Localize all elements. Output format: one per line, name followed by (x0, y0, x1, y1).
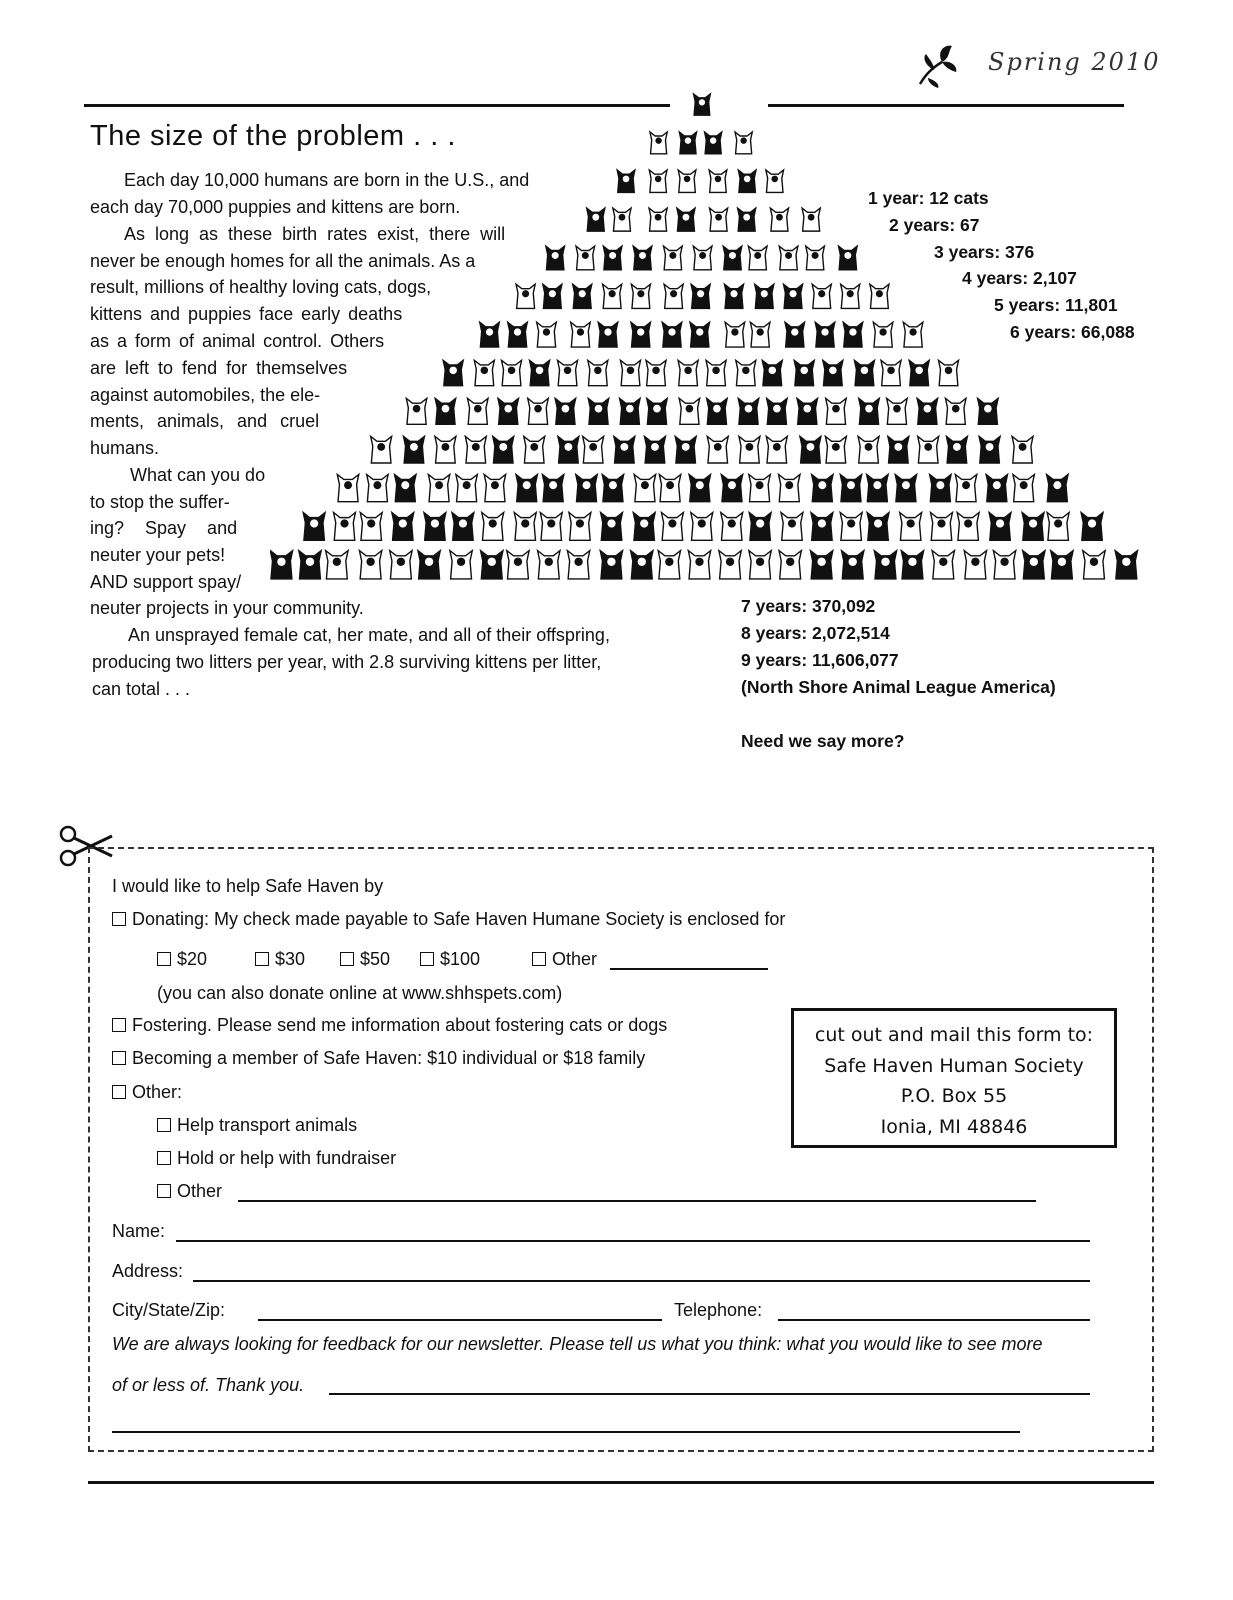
cat-figure (867, 513, 889, 541)
cat-figure (748, 246, 767, 270)
member-option[interactable] (112, 1048, 645, 1069)
cat-figure (812, 284, 831, 308)
phone-label: Telephone: (674, 1300, 763, 1320)
cat-figure (1083, 551, 1105, 579)
cat-figure (675, 436, 696, 463)
cat-figure (888, 436, 909, 463)
cat-figure (371, 436, 392, 463)
article-line: are left to fend for themselves (90, 358, 348, 378)
cat-figure (840, 513, 862, 541)
cat-figure (811, 513, 833, 541)
cat-figure (474, 360, 494, 385)
cat-figure (779, 246, 798, 270)
cat-figure (664, 284, 683, 308)
cat-figure (538, 551, 560, 579)
cat-figure (493, 436, 514, 463)
fostering-option[interactable] (112, 1015, 667, 1036)
cat-figure (424, 513, 446, 541)
cat-figure (516, 284, 535, 308)
cat-figure (571, 322, 591, 347)
cat-figure (614, 436, 635, 463)
cat-figure (870, 284, 889, 308)
cat-figure (649, 208, 667, 231)
donating-option[interactable] (112, 909, 785, 930)
cat-figure (631, 551, 653, 579)
cat-figure (825, 436, 846, 463)
cat-figure (664, 246, 683, 270)
feedback-field-1[interactable] (329, 1393, 1090, 1395)
other-help-checkbox[interactable] (157, 1184, 171, 1198)
article-line: ments, animals, and cruel (90, 411, 320, 431)
cat-figure (767, 398, 788, 424)
cat-figure (435, 398, 456, 424)
amount-30-checkbox[interactable] (255, 952, 269, 966)
cat-figure (418, 551, 440, 579)
cat-figure (903, 322, 923, 347)
cat-figure (783, 284, 802, 308)
amount-label: Other (552, 949, 598, 969)
cat-figure (979, 436, 1000, 463)
cat-figure (901, 551, 923, 579)
cat-figure (598, 322, 618, 347)
cat-figure (428, 474, 449, 501)
cat-figure (452, 513, 474, 541)
cat-figure (588, 398, 609, 424)
cat-figure (779, 474, 800, 501)
cat-figure (270, 551, 292, 579)
amount-label: $50 (360, 949, 391, 969)
fostering-label: Fostering. Please send me information about fostering cats or dogs (132, 1015, 668, 1035)
other-label: Other: (132, 1082, 183, 1102)
cat-figure (576, 246, 595, 270)
cat-figure (738, 398, 759, 424)
cat-figure (755, 284, 774, 308)
cat-figure (337, 474, 358, 501)
cat-figure (839, 246, 858, 270)
amount-50[interactable] (340, 949, 390, 970)
amount-label: $30 (275, 949, 306, 969)
cat-figure (617, 170, 635, 192)
cat-figure (456, 474, 477, 501)
cat-figure (986, 474, 1007, 501)
amount-50-checkbox[interactable] (340, 952, 354, 966)
cat-figure (1022, 513, 1044, 541)
cat-figure (603, 246, 622, 270)
cat-figure (569, 513, 591, 541)
cat-figure (644, 436, 665, 463)
stat-year-9: 9 years: 11,606,077 (741, 650, 899, 670)
cat-figure (646, 360, 666, 385)
phone-field[interactable] (778, 1319, 1090, 1321)
cat-figure (567, 551, 589, 579)
cat-figure (930, 474, 951, 501)
amount-other-field[interactable] (610, 968, 768, 970)
cat-figure (1081, 513, 1103, 541)
transport-checkbox[interactable] (157, 1118, 171, 1132)
cat-figure (867, 474, 888, 501)
cat-figure (326, 551, 348, 579)
address-field[interactable] (193, 1280, 1090, 1282)
cat-figure (735, 132, 752, 154)
cat-figure (542, 474, 563, 501)
cat-figure (945, 398, 966, 424)
cat-figure (360, 513, 382, 541)
cat-figure (1047, 513, 1069, 541)
cat-figure (688, 551, 710, 579)
cat-figure (507, 551, 529, 579)
member-checkbox[interactable] (112, 1051, 126, 1065)
cat-figure (823, 360, 843, 385)
cat-figure (649, 170, 667, 192)
cat-figure (546, 246, 565, 270)
cat-figure (721, 513, 743, 541)
cat-figure (299, 551, 321, 579)
article-line: As long as these birth rates exist, there will (124, 224, 506, 244)
cat-figure (691, 284, 710, 308)
cat-figure (874, 551, 896, 579)
feedback-line-1: We are always looking for feedback for our newsletter. Please tell us what you think: what you would like to see more (112, 1334, 1043, 1354)
article-line: AND support spay/ (90, 572, 242, 592)
cat-figure (781, 513, 803, 541)
cat-figure (770, 208, 788, 231)
cat-figure (603, 284, 622, 308)
article-line: What can you do (130, 465, 266, 485)
name-field[interactable] (176, 1240, 1090, 1242)
cat-figure (392, 513, 414, 541)
cat-figure (918, 436, 939, 463)
cat-figure (334, 513, 356, 541)
fundraiser-label: Hold or help with fundraiser (177, 1148, 397, 1168)
cat-figure (709, 170, 727, 192)
cat-figure (633, 513, 655, 541)
cat-figure (482, 513, 504, 541)
online-note: (you can also donate online at www.shhspets.com) (157, 983, 563, 1003)
feedback-line-2: of or less of. Thank you. (112, 1375, 305, 1395)
cat-figure (989, 513, 1011, 541)
cat-figure (794, 360, 814, 385)
fundraiser-checkbox[interactable] (157, 1151, 171, 1165)
season-label: Spring 2010 (988, 48, 1161, 76)
cat-figure (677, 208, 695, 231)
stat-year-6: 6 years: 66,088 (1010, 322, 1135, 342)
cat-figure (587, 208, 605, 231)
stat-year-2: 2 years: 67 (889, 215, 980, 235)
cat-figure (909, 360, 929, 385)
other-checkbox[interactable] (112, 1085, 126, 1099)
cat-figure (662, 322, 682, 347)
mail-instruction: cut out and mail this form to: (814, 1024, 1094, 1046)
mail-city: Ionia, MI 48846 (880, 1115, 1028, 1138)
article-line: humans. (90, 438, 160, 458)
cat-figure (480, 322, 500, 347)
cat-figure (613, 208, 631, 231)
cat-figure (900, 513, 922, 541)
cat-figure (516, 474, 537, 501)
cat-figure (678, 360, 698, 385)
cat-figure (530, 360, 550, 385)
cat-figure (826, 398, 847, 424)
feedback-field-2[interactable] (112, 1431, 1020, 1433)
cat-figure (631, 322, 651, 347)
article-line: as a form of animal control. Others (90, 331, 385, 351)
cat-figure (1013, 474, 1034, 501)
closing-question: Need we say more? (741, 731, 905, 751)
cat-figure (390, 551, 412, 579)
cat-figure (721, 474, 742, 501)
cat-figure (841, 284, 860, 308)
amount-20-checkbox[interactable] (157, 952, 171, 966)
cat-figure (938, 360, 958, 385)
cat-figure (723, 246, 742, 270)
stat-source: (North Shore Animal League America) (741, 677, 1056, 697)
article-line: can total . . . (92, 679, 191, 699)
cat-figure (766, 436, 787, 463)
transport-label: Help transport animals (177, 1115, 358, 1135)
cat-figure (600, 551, 622, 579)
cat-figure (873, 322, 893, 347)
cat-figure (443, 360, 463, 385)
cat-figure (881, 360, 901, 385)
cat-figure (633, 246, 652, 270)
cat-figure (706, 360, 726, 385)
donating-checkbox[interactable] (112, 912, 126, 926)
cat-figure (650, 132, 667, 154)
cat-figure (806, 246, 825, 270)
cat-figure (450, 551, 472, 579)
cat-figure (524, 436, 545, 463)
cat-figure (508, 322, 528, 347)
cat-figure (406, 398, 427, 424)
cat-figure (537, 322, 557, 347)
article-line: kittens and puppies face early deaths (90, 304, 403, 324)
cat-figure (631, 284, 650, 308)
cat-figure (588, 360, 608, 385)
article-line: to stop the suffer- (90, 492, 230, 512)
cat-figure (435, 436, 456, 463)
cat-figure (932, 551, 954, 579)
cat-figure (797, 398, 818, 424)
article-line: producing two litters per year, with 2.8 surviving kittens per litter, (92, 652, 602, 672)
cat-figure (661, 513, 683, 541)
cat-figure (693, 246, 712, 270)
cat-figure (946, 436, 967, 463)
cat-figure (812, 474, 833, 501)
form-intro: I would like to help Safe Haven by (112, 876, 384, 896)
other-help-label: Other (177, 1181, 223, 1201)
other-option[interactable] (112, 1082, 182, 1103)
cat-figure (359, 551, 381, 579)
cat-figure (658, 551, 680, 579)
cat-figure (724, 284, 743, 308)
cat-figure (749, 551, 771, 579)
cat-figure (957, 513, 979, 541)
stat-year-1: 1 year: 12 cats (868, 188, 989, 208)
amount-20[interactable] (157, 949, 207, 970)
cat-figure (558, 360, 578, 385)
cat-figure (403, 436, 424, 463)
other-help-field[interactable] (238, 1200, 1036, 1202)
stat-year-3: 3 years: 376 (934, 242, 1035, 262)
article-line: neuter your pets! (90, 545, 226, 565)
cat-figure (762, 360, 782, 385)
cat-figure (468, 398, 489, 424)
cat-figure (887, 398, 908, 424)
cat-figure (679, 398, 700, 424)
cat-figure (620, 398, 641, 424)
cat-figure (1051, 551, 1073, 579)
article-line: neuter projects in your community. (90, 598, 364, 618)
cat-figure (691, 513, 713, 541)
cat-figure (800, 436, 821, 463)
cat-figure (583, 436, 604, 463)
cat-figure (540, 513, 562, 541)
mailing-address-box (791, 1008, 1117, 1148)
cat-figure (694, 94, 711, 115)
cat-figure (465, 436, 486, 463)
fostering-checkbox[interactable] (112, 1018, 126, 1032)
cat-figure (303, 513, 325, 541)
cat-figure (647, 398, 668, 424)
cat-figure (543, 284, 562, 308)
cat-figure (895, 474, 916, 501)
cat-figure (719, 551, 741, 579)
cat-figure (602, 474, 623, 501)
cat-figure (1047, 474, 1068, 501)
fundraiser-option[interactable] (157, 1148, 396, 1169)
cat-figure (1012, 436, 1033, 463)
mail-org-name: Safe Haven Human Society (824, 1054, 1084, 1077)
amount-other[interactable] (532, 949, 597, 970)
amount-label: $100 (440, 949, 481, 969)
cat-figure (573, 284, 592, 308)
bottom-rule (88, 1481, 1154, 1484)
cat-figure (766, 170, 784, 192)
mail-po-box: P.O. Box 55 (900, 1085, 1008, 1107)
amount-100[interactable] (420, 949, 480, 970)
cat-figure (707, 436, 728, 463)
cat-figure (558, 436, 579, 463)
amount-label: $20 (177, 949, 208, 969)
cat-figure (502, 360, 522, 385)
cat-figure (709, 208, 727, 231)
cat-figure (367, 474, 388, 501)
cat-figure (514, 513, 536, 541)
stat-year-7: 7 years: 370,092 (741, 596, 876, 616)
cat-figure (705, 132, 722, 154)
city-label: City/State/Zip: (112, 1300, 226, 1320)
cat-figure (815, 322, 835, 347)
cat-figure (659, 474, 680, 501)
amount-30[interactable] (255, 949, 305, 970)
article-line: Each day 10,000 humans are born in the U.S., and (124, 170, 530, 190)
stat-year-4: 4 years: 2,107 (962, 268, 1077, 288)
cat-figure (854, 360, 874, 385)
cat-figure (738, 208, 756, 231)
cat-figure (725, 322, 745, 347)
cat-figure (840, 474, 861, 501)
article-title: The size of the problem . . . (90, 120, 456, 152)
article-line: never be enough homes for all the animals. As a (90, 251, 476, 271)
stat-year-8: 8 years: 2,072,514 (741, 623, 890, 643)
cat-figure (678, 170, 696, 192)
cat-figure (802, 208, 820, 231)
cat-figure (498, 398, 519, 424)
transport-option[interactable] (157, 1115, 357, 1136)
cat-figure (810, 551, 832, 579)
cat-figure (481, 551, 503, 579)
cat-figure (1023, 551, 1045, 579)
cat-figure (859, 398, 880, 424)
cat-figure (739, 436, 760, 463)
cat-figure (750, 322, 770, 347)
cat-figure (749, 474, 770, 501)
cat-figure (634, 474, 655, 501)
cat-figure (620, 360, 640, 385)
cat-figure (931, 513, 953, 541)
cat-figure (955, 474, 976, 501)
cat-figure (690, 322, 710, 347)
cat-figure (917, 398, 938, 424)
name-label: Name: (112, 1221, 166, 1241)
amount-100-checkbox[interactable] (420, 952, 434, 966)
article-line: each day 70,000 puppies and kittens are born. (90, 197, 461, 217)
article-line: An unsprayed female cat, her mate, and all of their offspring, (128, 625, 610, 645)
cat-figure (785, 322, 805, 347)
cat-figure (858, 436, 879, 463)
cat-figure (964, 551, 986, 579)
amount-other-checkbox[interactable] (532, 952, 546, 966)
cat-figure (749, 513, 771, 541)
other-help-option[interactable] (157, 1181, 222, 1202)
cat-figure (842, 551, 864, 579)
article-line: against automobiles, the ele- (90, 385, 321, 405)
cat-figure (576, 474, 597, 501)
cat-figure (1115, 551, 1137, 579)
address-label: Address: (112, 1261, 184, 1281)
cat-figure (978, 398, 999, 424)
cat-figure (736, 360, 756, 385)
donating-label: Donating: My check made payable to Safe Haven Humane Society is enclosed for (132, 909, 786, 929)
cat-figure (679, 132, 696, 154)
article-line: result, millions of healthy loving cats, dogs, (90, 277, 432, 297)
cat-figure (601, 513, 623, 541)
cat-figure (555, 398, 576, 424)
cat-figure (738, 170, 756, 192)
cat-figure (779, 551, 801, 579)
cat-figure (707, 398, 728, 424)
article-line: ing? Spay and (90, 518, 238, 538)
cat-figure (689, 474, 710, 501)
member-label: Becoming a member of Safe Haven: $10 individual or $18 family (132, 1048, 646, 1068)
cat-figure (484, 474, 505, 501)
city-field[interactable] (258, 1319, 662, 1321)
cat-figure (843, 322, 863, 347)
cat-figure (528, 398, 549, 424)
stat-year-5: 5 years: 11,801 (994, 295, 1118, 315)
cat-figure (993, 551, 1015, 579)
cat-figure (395, 474, 416, 501)
